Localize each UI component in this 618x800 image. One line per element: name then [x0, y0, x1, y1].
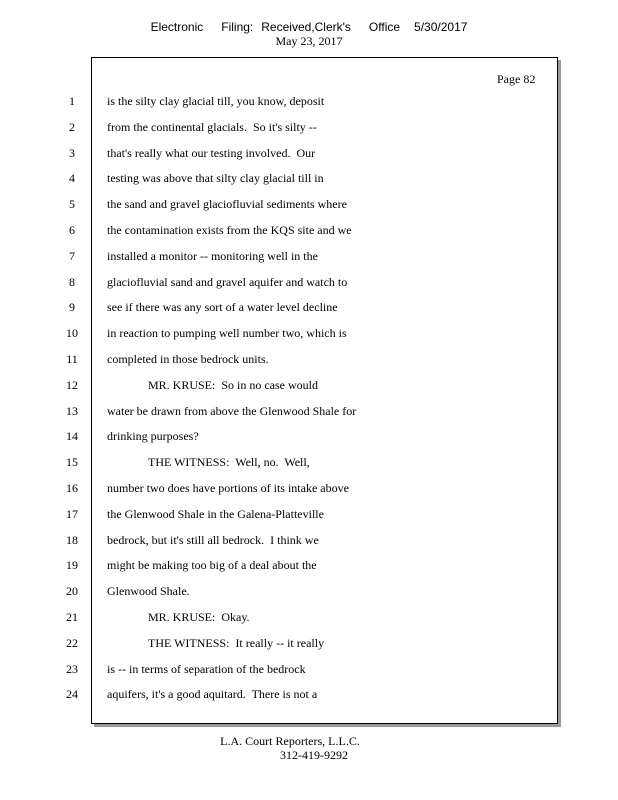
- transcript-line: [0, 222, 618, 238]
- line-number: 22: [66, 635, 78, 650]
- transcript-line: [0, 377, 618, 393]
- line-text: might be making too big of a deal about the: [107, 558, 317, 573]
- transcript-line: [0, 661, 618, 677]
- line-number: 23: [66, 661, 78, 676]
- line-number: 9: [69, 300, 75, 315]
- transcript-line: [0, 583, 618, 599]
- transcript-line: [0, 196, 618, 212]
- deposition-date: May 23, 2017: [275, 34, 343, 48]
- stamp-electronic: Electronic: [150, 20, 204, 34]
- transcript-line: [0, 686, 618, 702]
- transcript-line: [0, 557, 618, 573]
- transcript-line: [0, 351, 618, 367]
- transcript-line: [0, 428, 618, 444]
- line-number: 21: [66, 610, 78, 624]
- transcript-line: [0, 145, 618, 161]
- court-reporter-name: L.A. Court Reporters, L.L.C.: [220, 734, 360, 748]
- line-number: 7: [69, 248, 75, 263]
- line-text: aquifers, it's a good aquitard. There is not a: [107, 687, 318, 702]
- line-number: 2: [69, 119, 75, 134]
- line-number: 18: [66, 532, 78, 547]
- line-text: THE WITNESS: It really -- it really: [148, 635, 325, 650]
- line-number: 4: [69, 171, 75, 186]
- line-text: from the continental glacials. So it's silty --: [107, 119, 317, 134]
- line-text: MR. KRUSE: So in no case would: [148, 377, 319, 392]
- transcript-line: [0, 403, 618, 419]
- stamp-office: Office: [368, 20, 401, 34]
- line-text: the sand and gravel glaciofluvial sediments where: [107, 197, 347, 212]
- line-text: see if there was any sort of a water level decline: [107, 300, 338, 315]
- line-text: testing was above that silty clay glacial till in: [107, 171, 324, 186]
- line-text: completed in those bedrock units.: [107, 352, 269, 366]
- line-text: water be drawn from above the Glenwood Shale for: [107, 403, 357, 418]
- transcript-line: [0, 93, 618, 109]
- line-text: the contamination exists from the KQS site and we: [107, 223, 352, 237]
- transcript-line: [0, 609, 618, 625]
- line-text: Glenwood Shale.: [107, 584, 190, 599]
- line-text: bedrock, but it's still all bedrock. I think we: [107, 532, 319, 547]
- stamp-received-clerk: Received,Clerk's: [261, 20, 351, 34]
- line-number: 14: [66, 429, 78, 444]
- transcript-line: [0, 274, 618, 290]
- line-text: is -- in terms of separation of the bedrock: [107, 661, 306, 676]
- transcript-line: [0, 170, 618, 186]
- line-text: glaciofluvial sand and gravel aquifer and watch to: [107, 274, 348, 289]
- line-number: 19: [66, 558, 78, 573]
- line-number: 17: [66, 506, 78, 521]
- line-text: is the silty clay glacial till, you know, deposit: [107, 94, 325, 108]
- line-text: THE WITNESS: Well, no. Well,: [148, 455, 310, 470]
- transcript-line: [0, 480, 618, 496]
- page-number: Page 82: [497, 72, 536, 86]
- transcript-line: [0, 325, 618, 341]
- line-number: 13: [66, 403, 78, 418]
- transcript-line: [0, 299, 618, 315]
- line-number: 1: [69, 94, 75, 108]
- line-number: 6: [69, 223, 75, 237]
- transcript-line: [0, 454, 618, 470]
- line-text: number two does have portions of its intake above: [107, 481, 349, 495]
- court-reporter-phone: 312-419-9292: [280, 748, 348, 762]
- line-number: 5: [69, 197, 75, 212]
- line-number: 8: [69, 274, 75, 289]
- transcript-line: [0, 248, 618, 264]
- stamp-date: 5/30/2017: [414, 20, 468, 34]
- transcript-line: [0, 532, 618, 548]
- transcript-line: [0, 119, 618, 135]
- line-text: installed a monitor -- monitoring well in the: [107, 248, 318, 263]
- line-number: 12: [66, 377, 78, 392]
- filing-stamp: [0, 20, 618, 34]
- line-number: 10: [66, 326, 78, 341]
- line-text: that's really what our testing involved. Our: [107, 145, 316, 160]
- line-number: 24: [66, 687, 78, 702]
- transcript-line: [0, 635, 618, 651]
- line-number: 20: [66, 584, 78, 599]
- line-text: the Glenwood Shale in the Galena-Platteville: [107, 506, 324, 521]
- stamp-filing: Filing:: [221, 20, 254, 34]
- transcript-line: [0, 506, 618, 522]
- line-number: 15: [66, 455, 78, 470]
- line-number: 3: [69, 145, 75, 160]
- line-text: in reaction to pumping well number two, which is: [107, 326, 347, 341]
- line-number: 16: [66, 481, 78, 495]
- line-text: MR. KRUSE: Okay.: [148, 610, 250, 624]
- line-text: drinking purposes?: [107, 429, 199, 444]
- line-number: 11: [66, 352, 78, 366]
